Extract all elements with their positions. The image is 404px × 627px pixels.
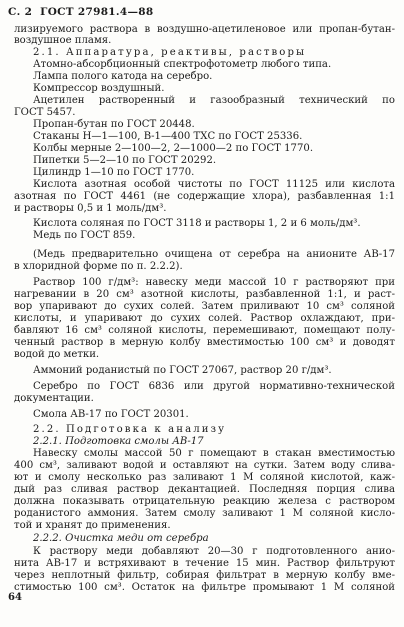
- page-number: 64: [8, 592, 22, 603]
- text-line: 400 см³, заливают водой и оставляют на сутки. Затем воду слива-: [14, 460, 395, 471]
- text-line: документации.: [14, 393, 94, 404]
- text-line: Раствор 100 г/дм³: навеску меди массой 10 г растворяют при: [33, 277, 395, 288]
- text-line: стимостью 100 см³. Остаток на фильтре промывают 1 М соляной: [14, 582, 395, 593]
- section-heading: 2.2. Подготовка к анализу: [33, 424, 227, 435]
- text-line: Стаканы Н—1—100, В-1—400 ТХС по ГОСТ 25336.: [33, 131, 303, 142]
- text-line: Кислота азотная особой чистоты по ГОСТ 11125 или кислота: [33, 179, 395, 190]
- text-line: К раствору меди добавляют 20—30 г подготовленного анио-: [33, 546, 395, 557]
- text-line: через неплотный фильтр, собирая фильтрат в мерную колбу вме-: [14, 570, 395, 581]
- text-line: Медь по ГОСТ 859.: [33, 230, 136, 241]
- text-line: лизируемого раствора в воздушно-ацетиленовое или пропан-бутан-: [14, 24, 395, 35]
- text-line: Пипетки 5—2—10 по ГОСТ 20292.: [33, 155, 217, 166]
- text-line: Атомно-абсорбционный спектрофотометр любого типа.: [33, 59, 332, 70]
- text-line: азотная по ГОСТ 4461 (не содержащие хлора), разбавленная 1:1: [14, 191, 395, 202]
- text-line: Компрессор воздушный.: [33, 83, 165, 94]
- text-line: ченный раствор в мерную колбу вместимостью 100 см³ и доводят: [14, 337, 395, 348]
- text-line: нагревании в 20 см³ азотной кислоты, разбавленной 1:1, и раст-: [14, 289, 395, 300]
- text-line: должна показывать отрицательную реакцию железа с раствором: [14, 496, 395, 507]
- subsection-heading: 2.2.2. Очистка меди от серебра: [33, 533, 209, 544]
- text-line: Навеску смолы массой 50 г помещают в стакан вместимостью: [33, 448, 395, 459]
- text-line: бавляют 16 см³ соляной кислоты, перемешивают, помещают полу-: [14, 325, 395, 336]
- text-line: роданистого аммония. Затем смолу заливают 1 М соляной кисло-: [14, 508, 395, 519]
- text-line: в хлоридной форме по п. 2.2.2).: [14, 261, 183, 272]
- text-line: и растворы 0,5 и 1 моль/дм³.: [14, 203, 167, 214]
- text-line: Аммоний роданистый по ГОСТ 27067, раствор 20 г/дм³.: [33, 365, 332, 376]
- section-heading: 2.1. Аппаратура, реактивы, растворы: [33, 47, 307, 58]
- text-line: Лампа полого катода на серебро.: [33, 71, 213, 82]
- text-line: дый раз сливая раствор декантацией. Последняя порция слива: [14, 484, 395, 495]
- text-line: Смола АВ-17 по ГОСТ 20301.: [33, 409, 189, 420]
- text-line: Кислота соляная по ГОСТ 3118 и растворы 1, 2 и 6 моль/дм³.: [33, 218, 361, 229]
- text-line: нита АВ-17 и встряхивают в течение 15 мин. Раствор фильтруют: [14, 558, 395, 569]
- text-line: водой до метки.: [14, 349, 100, 360]
- text-line: той и хранят до применения.: [14, 520, 171, 531]
- text-line: Серебро по ГОСТ 6836 или другой нормативно-технической: [33, 381, 395, 392]
- text-line: ГОСТ 5457.: [14, 107, 76, 118]
- text-line: вор упаривают до сухих солей. Затем приливают 10 см³ соляной: [14, 301, 395, 312]
- page-label: С. 2: [8, 6, 33, 18]
- text-line: Цилиндр 1—10 по ГОСТ 1770.: [33, 167, 195, 178]
- text-line: Ацетилен растворенный и газообразный технический по: [33, 95, 395, 106]
- subsection-heading: 2.2.1. Подготовка смолы АВ-17: [33, 436, 204, 447]
- text-line: кислоты, и упаривают до сухих солей. Раствор охлаждают, при-: [14, 313, 395, 324]
- text-line: ют и смолу несколько раз заливают 1 М соляной кислотой, каж-: [14, 472, 395, 483]
- text-line: Пропан-бутан по ГОСТ 20448.: [33, 119, 195, 130]
- running-header: [8, 6, 159, 18]
- text-line: (Медь предварительно очищена от серебра на анионите АВ-17: [33, 249, 395, 260]
- standard-number: ГОСТ 27981.4—88: [40, 6, 154, 18]
- text-line: Колбы мерные 2—100—2, 2—1000—2 по ГОСТ 1770.: [33, 143, 314, 154]
- text-line: воздушное пламя.: [14, 35, 112, 46]
